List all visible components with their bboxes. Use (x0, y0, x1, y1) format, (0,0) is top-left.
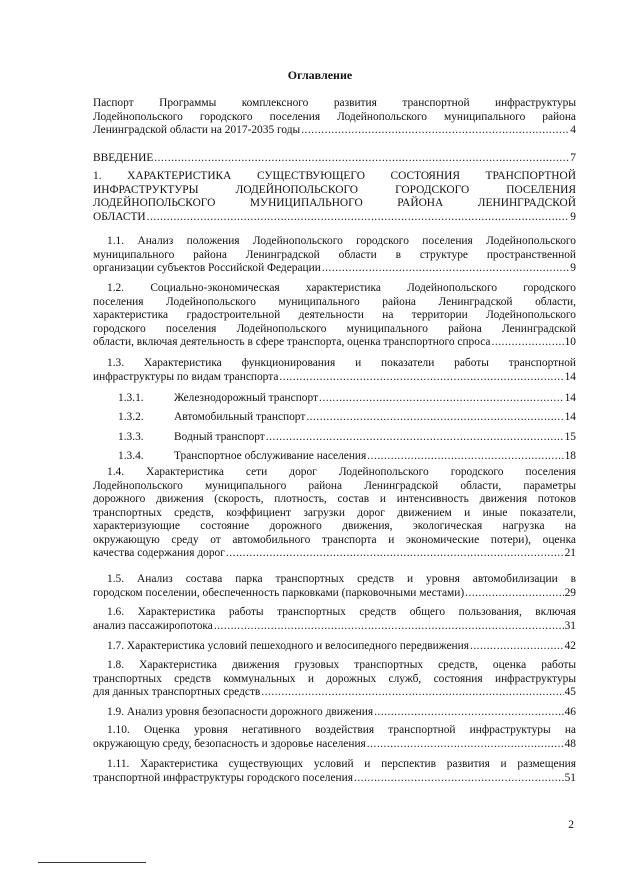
toc-entry-text: дорожного движения (скорость, плотность, состав и интенсивность движения потоков (93, 493, 576, 505)
dot-leader (367, 738, 564, 752)
toc-entry-text: 1.7. Характеристика условий пешеходного и велосипедного передвижения (107, 640, 469, 652)
toc-entry-text: инфраструктуры по видам транспорта (93, 370, 279, 383)
toc-entry[interactable] (93, 724, 576, 751)
toc-entry-text: городского поселения Лодейнопольского муниципального района Ленинградской (93, 322, 576, 335)
toc-entry[interactable] (93, 573, 576, 600)
toc-entry-number: 1.3.4. (118, 450, 144, 462)
toc-entry-text: транспортных средств коммунальных и дорожных служб, состояния инфраструктуры (93, 672, 576, 685)
dot-leader (301, 124, 569, 138)
toc-entry-text: Ленинградской области на 2017-2035 годы (93, 124, 301, 136)
toc-page-number: 51 (564, 771, 576, 784)
dot-leader (470, 640, 564, 654)
dot-leader (261, 686, 563, 700)
toc-entry-text: Железнодорожный транспорт (174, 392, 319, 404)
dot-leader (322, 262, 569, 276)
toc-entry[interactable] (93, 282, 576, 350)
toc-entry-text: транспортных средств, коэффициент загрузки дорог движением и иные показатели, (93, 506, 576, 519)
toc-page-number: 14 (564, 411, 576, 423)
toc-entry-text: Лодейнопольского городского поселения Лодейнопольского муниципального района (93, 110, 576, 123)
toc-entry-number: 1.3.2. (118, 411, 144, 423)
toc-entry-text: транспортной инфраструктуры городского поселения (93, 771, 353, 784)
toc-entry-text: муниципального района Ленинградской области в структуре пространственной (93, 248, 576, 261)
toc-entry-text: характеристика градостроительной деятельности на территории Лодейнопольского (93, 309, 576, 321)
dot-leader (147, 211, 570, 225)
toc-entry-text: анализ пассажиропотока (93, 619, 213, 632)
toc-entry-text: 1.8. Характеристика движения грузовых транспортных средств, оценка работы (107, 659, 576, 671)
dot-leader (154, 152, 569, 166)
toc-entry-text: 1.1. Анализ положения Лодейнопольского городского поселения Лодейнопольского (107, 235, 576, 247)
toc-entry[interactable] (93, 235, 576, 276)
toc-title: Оглавление (287, 68, 353, 82)
toc-page-number: 14 (564, 370, 576, 383)
toc-entry[interactable] (93, 466, 576, 561)
toc-entry-text: Лодейнопольского муниципального района Ленинградской области, параметры (93, 479, 576, 492)
toc-entry-text: организации субъектов Российской Федерации (93, 262, 321, 274)
toc-entry[interactable] (118, 431, 576, 445)
toc-page-number: 9 (570, 262, 576, 274)
toc-entry[interactable] (93, 606, 576, 633)
toc-page-number: 29 (564, 586, 576, 599)
toc-page-number: 9 (570, 210, 576, 223)
dot-leader (226, 547, 564, 561)
toc-page-number: 42 (564, 640, 576, 652)
toc-entry-text: 1.4. Характеристика сети дорог Лодейнопольского городского поселения (107, 466, 576, 478)
toc-entry-text: ОБЛАСТИ (93, 210, 146, 223)
toc-entry-text: ЛОДЕЙНОПОЛЬСКОГО МУНИЦИПАЛЬНОГО РАЙОНА ЛЕНИНГРАДСКОЙ (93, 197, 576, 209)
toc-entry-text: Автомобильный транспорт (174, 411, 306, 423)
toc-entry[interactable] (93, 357, 576, 384)
toc-page-number: 7 (570, 152, 576, 164)
dot-leader (214, 620, 564, 634)
toc-page-number: 15 (564, 431, 576, 443)
toc-page-number: 14 (564, 392, 576, 404)
toc-entry[interactable] (93, 640, 576, 654)
footnote-divider (38, 862, 146, 863)
toc-entry-text: 1. ХАРАКТЕРИСТИКА СУЩЕСТВУЮЩЕГО СОСТОЯНИЯ ТРАНСПОРТНОЙ (93, 170, 576, 182)
toc-page-number: 10 (564, 336, 576, 348)
dot-leader (465, 587, 564, 601)
toc-entry[interactable] (93, 758, 576, 785)
toc-entry-text: качества содержания дорог (93, 547, 225, 559)
toc-page-number: 46 (564, 706, 576, 718)
toc-entry-text: городском поселении, обеспеченность парковками (парковочными местами) (93, 586, 465, 599)
toc-page-number: 21 (564, 547, 576, 559)
toc-entry-number: 1.3.3. (118, 431, 144, 443)
dot-leader (374, 706, 564, 720)
toc-entry-text: поселения Лодейнопольского муниципального района Ленинградской области, (93, 295, 576, 308)
toc-entry-number: 1.3.1. (118, 392, 144, 404)
toc-entry[interactable] (93, 152, 576, 166)
toc-entry[interactable] (118, 450, 576, 464)
dot-leader (266, 431, 564, 445)
toc-entry-text: области, включая деятельность в сфере транспорта, оценка транспортного спроса (93, 336, 491, 348)
toc-entry[interactable] (93, 706, 576, 720)
toc-entry-text: 1.11. Характеристика существующих условий и перспектив развития и размещения (107, 758, 576, 770)
dot-leader (354, 772, 564, 786)
toc-entry[interactable] (118, 392, 576, 406)
toc-entry[interactable] (93, 170, 576, 224)
toc-entry-text: характеризующие состояние дорожного движения, экологическая нагрузка на (93, 520, 576, 532)
toc-page-number: 4 (570, 124, 576, 136)
toc-page-number: 18 (564, 450, 576, 462)
toc-entry-text: 1.3. Характеристика функционирования и показатели работы транспортной (107, 357, 576, 369)
toc-page-number: 45 (564, 686, 576, 698)
toc-entry-text: 1.10. Оценка уровня негативного воздействия транспортной инфраструктуры на (107, 724, 576, 736)
page-number: 2 (568, 819, 574, 831)
dot-leader (492, 336, 564, 350)
toc-entry-text: 1.5. Анализ состава парка транспортных средств и уровня автомобилизации в (107, 573, 576, 585)
dot-leader (279, 371, 563, 385)
toc-entry-text: 1.2. Социально-экономическая характеристика Лодейнопольского городского (107, 282, 576, 294)
toc-page-number: 48 (564, 737, 576, 750)
toc-entry-text: Транспортное обслуживание населения (174, 450, 367, 462)
toc-entry[interactable] (93, 659, 576, 700)
toc-entry-text: 1.9. Анализ уровня безопасности дорожного движения (107, 706, 374, 718)
toc-entry-text: Водный транспорт (174, 431, 265, 443)
toc-entry-text: для данных транспортных средств (93, 686, 261, 698)
toc-entry-text: 1.6. Характеристика работы транспортных средств общего пользования, включая (107, 606, 576, 618)
toc-entry-text: ИНФРАСТРУКТУРЫ ЛОДЕЙНОПОЛЬСКОГО ГОРОДСКОГО ПОСЕЛЕНИЯ (93, 183, 576, 196)
dot-leader (319, 392, 564, 406)
toc-entry-text: окружающую среду от автомобильного транспорта и экономические потери), оценка (93, 533, 576, 546)
dot-leader (367, 450, 563, 464)
toc-entry-text: окружающую среду, безопасность и здоровье населения (93, 737, 366, 750)
toc-entry[interactable] (93, 97, 576, 138)
toc-entry-text: Паспорт Программы комплексного развития транспортной инфраструктуры (93, 97, 576, 109)
toc-entry-text: ВВЕДЕНИЕ (93, 152, 154, 164)
toc-page-number: 31 (564, 619, 576, 632)
dot-leader (306, 411, 563, 425)
toc-entry[interactable] (118, 411, 576, 425)
